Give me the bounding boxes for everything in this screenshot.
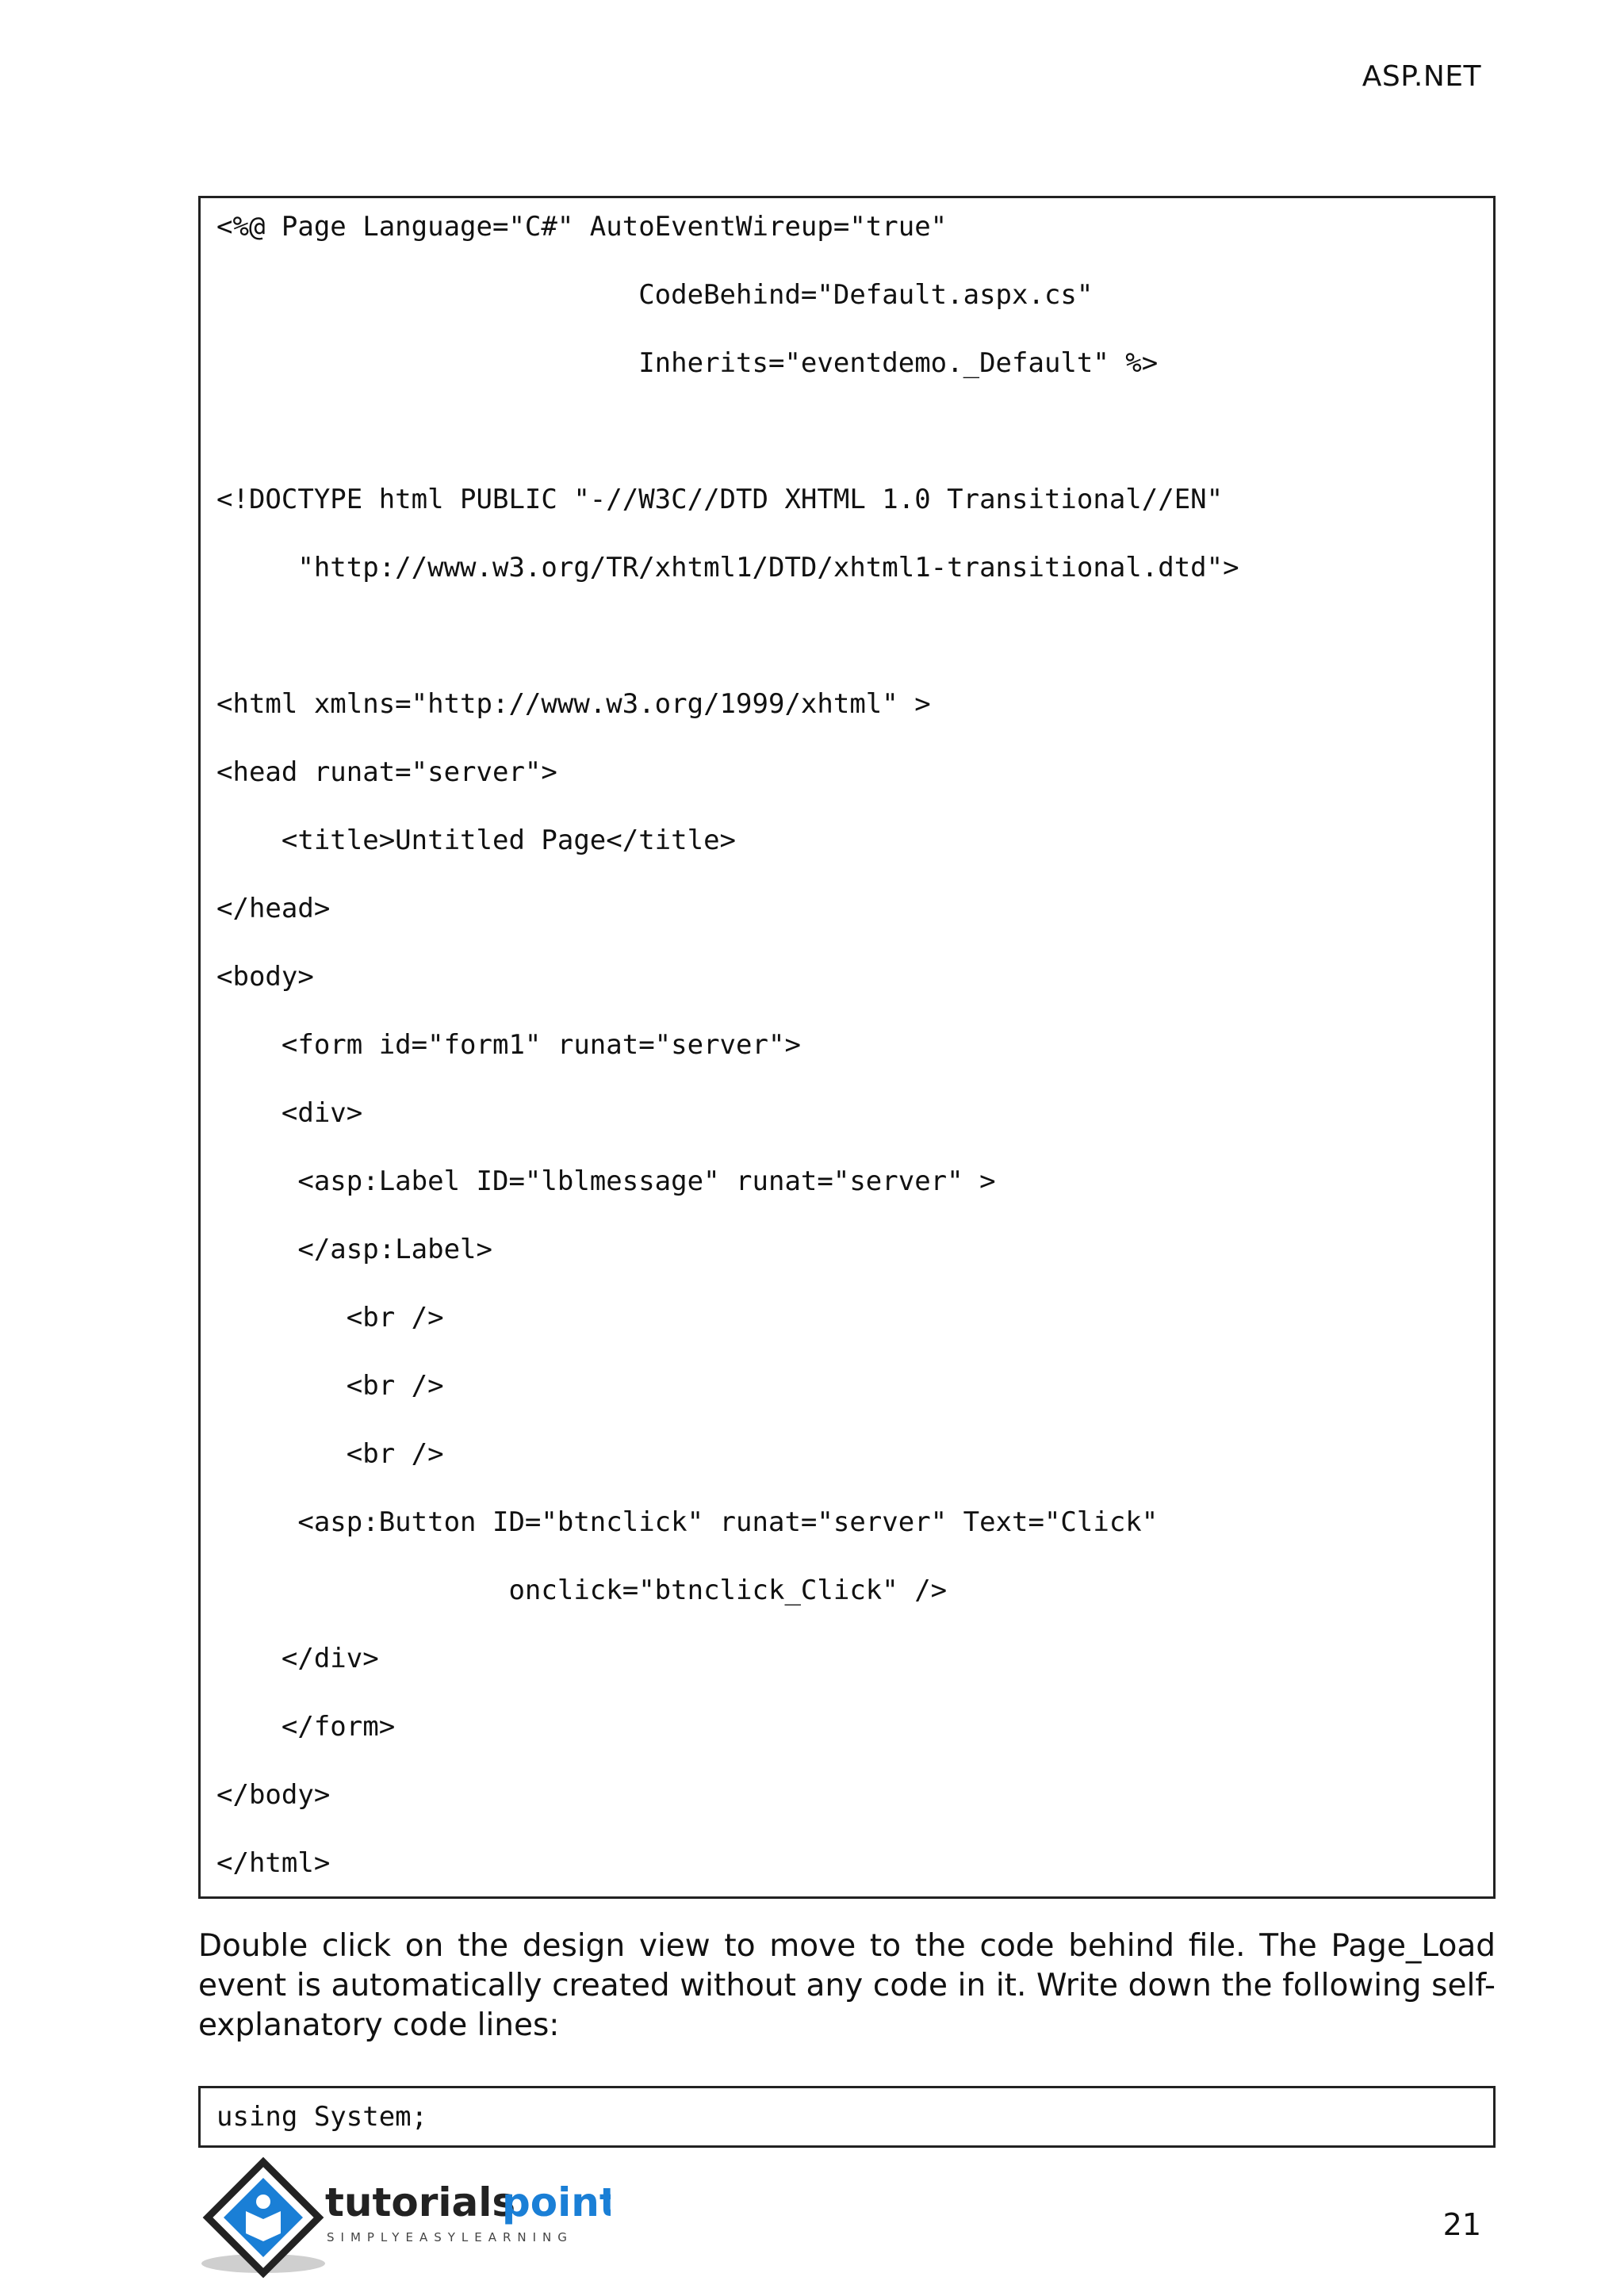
page-number: 21 xyxy=(1442,2207,1481,2242)
code-line: </div> xyxy=(216,1643,379,1674)
code-line: <form id="form1" runat="server"> xyxy=(216,1029,801,1061)
code-line: <div> xyxy=(216,1097,363,1129)
reader-head-icon xyxy=(256,2195,270,2209)
logo-tagline: SIMPLYEASYLEARNING xyxy=(327,2230,573,2244)
code-line: <head runat="server"> xyxy=(216,756,557,788)
logo-text-accent: point xyxy=(502,2179,611,2225)
code-line: <asp:Button ID="btnclick" runat="server" Text="Click" xyxy=(216,1506,1159,1538)
code-block-aspx xyxy=(198,196,1496,1899)
code-line: </html> xyxy=(216,1847,331,1879)
code-line: <body> xyxy=(216,961,314,993)
code-line: </head> xyxy=(216,893,331,924)
code-line: <!DOCTYPE html PUBLIC "-//W3C//DTD XHTML 1.0 Transitional//EN" xyxy=(216,484,1224,515)
page-header-title: ASP.NET xyxy=(1362,60,1481,93)
code-line: <br /> xyxy=(216,1302,444,1334)
code-line: </asp:Label> xyxy=(216,1234,492,1265)
code-line: </body> xyxy=(216,1779,331,1811)
code-line: Inherits="eventdemo._Default" %> xyxy=(216,347,1159,379)
body-paragraph: Double click on the design view to move to the code behind file. The Page_Load event is automatically created without any code in it. Write down the following self-explanatory code lines: xyxy=(198,1928,1496,2043)
code-line: using System; xyxy=(216,2101,428,2133)
code-line: <asp:Label ID="lblmessage" runat="server" > xyxy=(216,1165,996,1197)
logo-graphic xyxy=(198,2152,611,2279)
code-line: onclick="btnclick_Click" /> xyxy=(216,1575,948,1606)
code-line: <%@ Page Language="C#" AutoEventWireup="true" xyxy=(216,211,948,243)
code-line: <br /> xyxy=(216,1370,444,1402)
code-line: <html xmlns="http://www.w3.org/1999/xhtml" > xyxy=(216,688,931,720)
logo-text-main: tutorials xyxy=(325,2179,516,2225)
tutorialspoint-logo xyxy=(198,2152,611,2279)
code-line: <br /> xyxy=(216,1438,444,1470)
code-block-csharp xyxy=(198,2086,1496,2148)
code-line: CodeBehind="Default.aspx.cs" xyxy=(216,279,1094,311)
code-line: </form> xyxy=(216,1711,396,1743)
code-line: "http://www.w3.org/TR/xhtml1/DTD/xhtml1-transitional.dtd"> xyxy=(216,552,1239,584)
code-line: <title>Untitled Page</title> xyxy=(216,825,737,856)
